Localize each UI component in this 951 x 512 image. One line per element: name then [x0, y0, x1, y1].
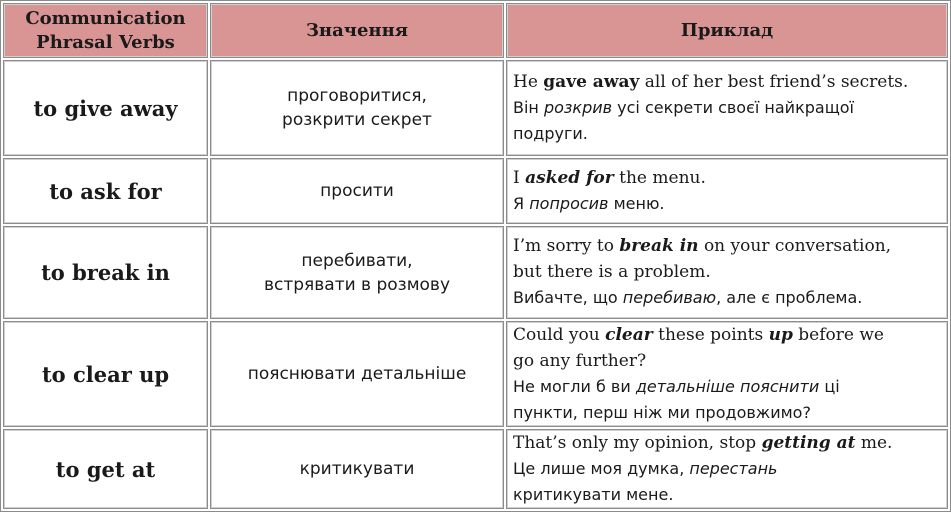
example-ukrainian: подруги. — [513, 123, 588, 143]
example-english — [513, 431, 941, 457]
text-fragment: Could you — [513, 325, 606, 345]
phrase-cell: to break in — [3, 226, 208, 319]
meaning-line: критикувати — [299, 459, 415, 479]
phrasal-verb-highlight: asked for — [525, 167, 614, 188]
text-fragment: the menu. — [613, 167, 706, 188]
meaning-cell — [210, 321, 504, 427]
phrasal-verb-highlight: break in — [619, 236, 699, 257]
table-row — [3, 158, 948, 224]
meaning-line: розкрити секрет — [282, 110, 432, 130]
text-fragment: меню. — [608, 194, 665, 213]
phrase-cell: to ask for — [3, 158, 208, 224]
meaning-cell — [210, 226, 504, 319]
meaning-cell — [210, 429, 504, 509]
header-example: Приклад — [506, 3, 948, 58]
example-english: but there is a problem. — [513, 261, 711, 282]
example-ukrainian — [513, 95, 941, 121]
text-fragment: Я — [513, 194, 530, 213]
phrasal-verb-highlight: gave away — [543, 71, 640, 92]
meaning-line: встрявати в розмову — [263, 274, 451, 295]
phrasal-verb-highlight: clear — [605, 325, 653, 345]
text-fragment: Він — [513, 98, 544, 118]
example-ukrainian: пункти, перш ніж ми продовжимо? — [513, 402, 811, 422]
translation-highlight: розкрив — [543, 98, 613, 118]
example-cell — [506, 429, 948, 509]
phrase-cell: to get at — [3, 429, 208, 509]
text-fragment: Не могли б ви — [513, 377, 636, 396]
example-cell — [506, 60, 948, 156]
text-fragment: all of her best friend’s secrets. — [639, 71, 909, 92]
table-row — [3, 429, 948, 509]
meaning-line: просити — [320, 181, 394, 201]
text-fragment: ці — [819, 377, 840, 396]
example-cell — [506, 158, 948, 224]
meaning-line: перебивати, — [301, 250, 413, 271]
meaning-cell — [210, 158, 504, 224]
example-ukrainian — [513, 191, 941, 217]
phrasal-verb-highlight: up — [768, 325, 793, 345]
text-fragment: these points — [652, 325, 769, 345]
text-fragment: Це лише моя думка, — [513, 459, 690, 479]
header-row — [3, 3, 948, 58]
example-ukrainian: критикувати мене. — [513, 484, 674, 504]
phrasal-verb-highlight: getting at — [761, 432, 856, 453]
example-cell — [506, 226, 948, 319]
table-row — [3, 226, 948, 319]
phrase-cell: to give away — [3, 60, 208, 156]
example-ukrainian — [513, 374, 941, 400]
example-english — [513, 234, 941, 260]
example-english: go any further? — [513, 350, 647, 371]
table-row — [3, 60, 948, 156]
text-fragment: That’s only my opinion, stop — [513, 432, 762, 453]
example-ukrainian — [513, 456, 941, 482]
meaning-line: проговоритися, — [287, 86, 427, 106]
phrase-cell: to clear up — [3, 321, 208, 427]
meaning-cell — [210, 60, 504, 156]
translation-highlight: детальніше пояснити — [635, 377, 820, 396]
text-fragment: , але є проблема. — [716, 288, 863, 308]
text-fragment: усі секрети своєї найкращої — [612, 98, 854, 118]
translation-highlight: попросив — [529, 194, 609, 213]
example-english — [513, 70, 941, 96]
header-meaning: Значення — [210, 3, 504, 58]
text-fragment: He — [513, 71, 544, 92]
translation-highlight: перестань — [689, 459, 778, 479]
header-phrasal-verbs — [3, 3, 208, 58]
text-fragment: I’m sorry to — [513, 236, 620, 257]
text-fragment: before we — [792, 325, 884, 345]
translation-highlight: перебиваю — [622, 288, 717, 308]
example-cell — [506, 321, 948, 427]
text-fragment: on your conversation, — [698, 236, 892, 257]
example-ukrainian — [513, 285, 941, 311]
meaning-line: пояснювати детальніше — [247, 364, 467, 384]
header-phrasal-verbs-line2: Phrasal Verbs — [36, 31, 175, 53]
text-fragment: I — [513, 167, 526, 188]
header-phrasal-verbs-line1: Communication — [25, 7, 186, 29]
text-fragment: Вибачте, що — [513, 288, 623, 308]
example-english — [513, 166, 941, 192]
text-fragment: me. — [855, 432, 893, 453]
table-row — [3, 321, 948, 427]
example-english — [513, 323, 941, 349]
